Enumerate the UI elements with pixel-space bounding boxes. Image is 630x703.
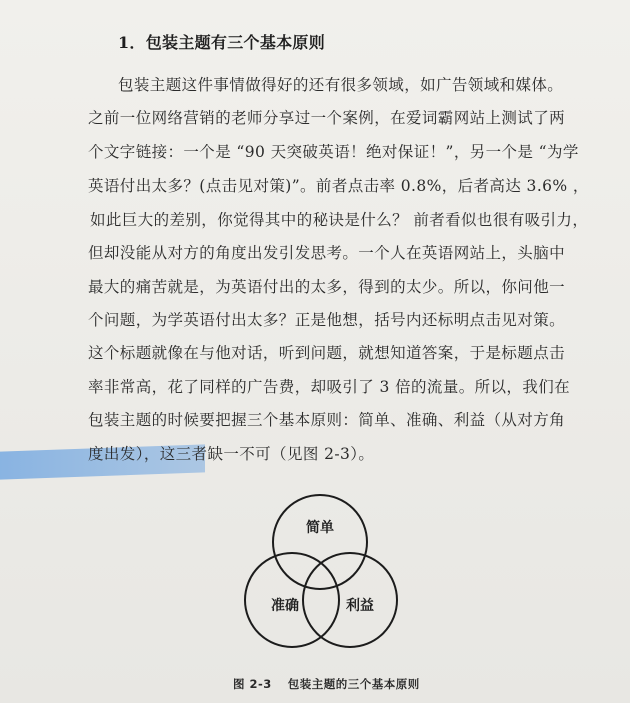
venn-label-right: 利益 — [346, 598, 374, 614]
figure-number: 图 2-3 — [233, 677, 272, 691]
paragraph-line: 率非常高，花了同样的广告费，却吸引了 3 倍的流量。所以，我们在 — [88, 378, 571, 396]
paragraph-line: 英语付出太多？(点击见对策)”。前者点击率 0.8%，后者高达 3.6% ， — [88, 177, 589, 195]
venn-label-left: 准确 — [271, 598, 299, 614]
paragraph-line: 如此巨大的差别，你觉得其中的秘诀是什么？ 前者看似也很有吸引力， — [90, 211, 589, 229]
paragraph-line: 度出发），这三者缺一不可（见图 2-3）。 — [88, 445, 375, 463]
paragraph-line: 个文字链接：一个是 “90 天突破英语！绝对保证！”，另一个是 “为学 — [88, 143, 579, 161]
paragraph-line: 个问题，为学英语付出太多？正是他想，括号内还标明点击见对策。 — [88, 311, 566, 329]
section-heading: 1．包装主题有三个基本原则 — [118, 33, 326, 52]
venn-diagram — [240, 492, 400, 662]
figure-caption — [233, 676, 420, 692]
paragraph-line: 之前一位网络营销的老师分享过一个案例，在爱词霸网站上测试了两 — [88, 109, 566, 127]
paragraph-line: 这个标题就像在与他对话，听到问题，就想知道答案，于是标题点击 — [88, 344, 566, 362]
venn-circle-top — [273, 495, 367, 589]
figure-title: 包装主题的三个基本原则 — [287, 677, 420, 691]
paragraph-line: 最大的痛苦就是，为英语付出的太多，得到的太少。所以，你问他一 — [88, 278, 566, 296]
paragraph-line: 包装主题这件事情做得好的还有很多领域，如广告领域和媒体。 — [118, 76, 564, 94]
venn-label-top: 简单 — [306, 520, 334, 536]
paragraph-line: 包装主题的时候要把握三个基本原则：简单、准确、利益（从对方角 — [88, 411, 566, 429]
paragraph-line: 但却没能从对方的角度出发引发思考。一个人在英语网站上，头脑中 — [88, 244, 566, 262]
